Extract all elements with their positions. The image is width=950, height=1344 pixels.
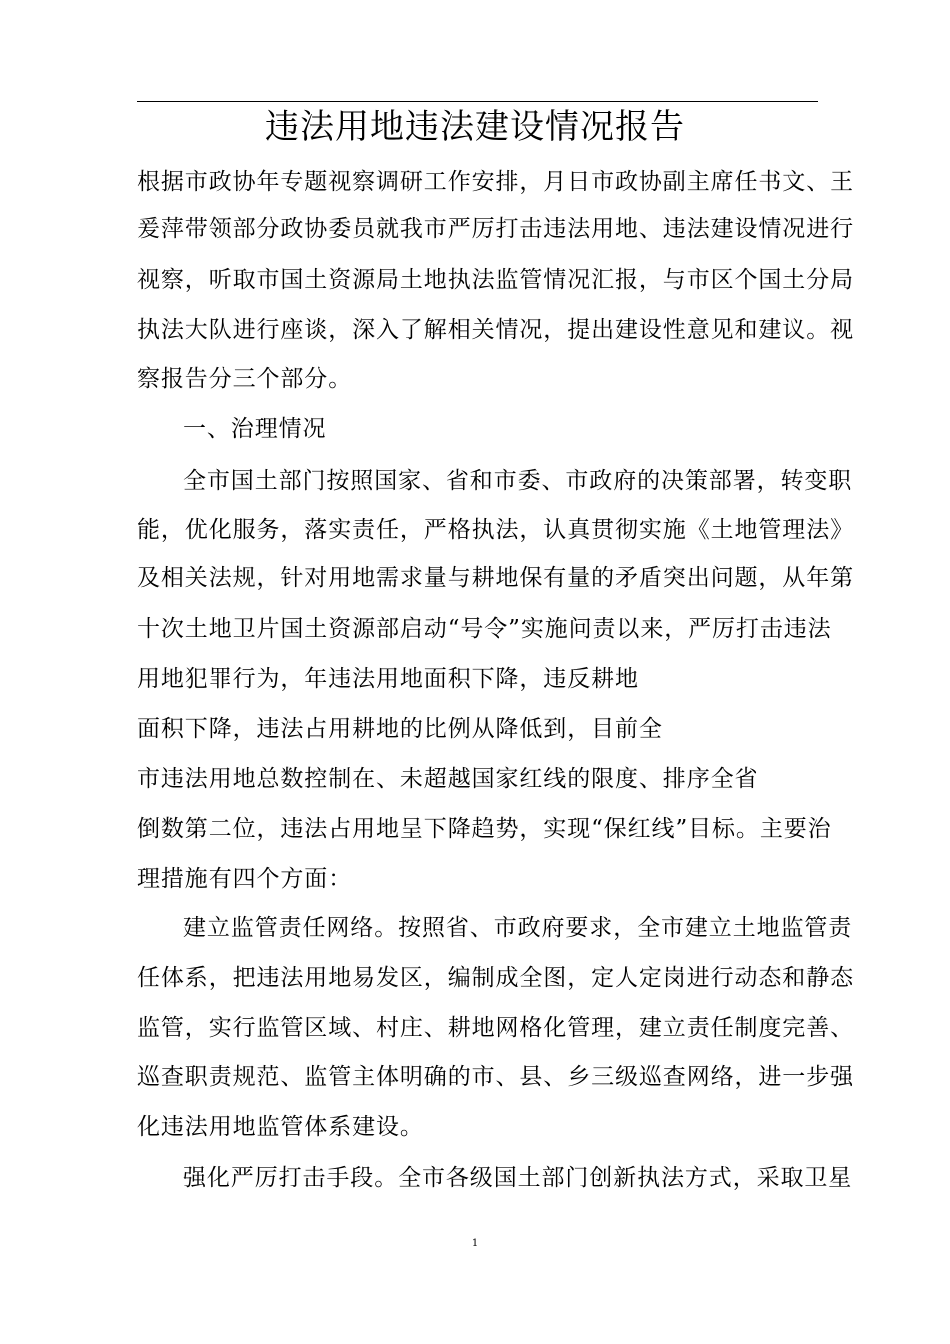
body-line: 强化严厉打击手段。全市各级国土部门创新执法方式，采取卫星 <box>183 1165 853 1191</box>
body-line: 执法大队进行座谈，深入了解相关情况，提出建设性意见和建议。视 <box>137 317 854 343</box>
body-line: 建立监管责任网络。按照省、市政府要求，全市建立土地监管责 <box>183 915 853 941</box>
body-line: 视察，听取市国土资源局土地执法监管情况汇报，与市区个国土分局 <box>137 267 854 293</box>
body-line: 面积下降，违法占用耕地的比例从降低到，目前全 <box>137 716 663 742</box>
body-line: 能，优化服务，落实责任，严格执法，认真贯彻实施《土地管理法》 <box>137 517 854 543</box>
page-number: 1 <box>471 1238 479 1249</box>
body-line: 根据市政协年专题视察调研工作安排，月日市政协副主席任书文、王 <box>137 169 854 195</box>
document-title: 违法用地违法建设情况报告 <box>265 107 685 147</box>
body-line: 用地犯罪行为，年违法用地面积下降，违反耕地 <box>137 666 639 692</box>
body-line: 全市国土部门按照国家、省和市委、市政府的决策部署，转变职 <box>183 468 853 494</box>
body-line: 监管，实行监管区域、村庄、耕地网格化管理，建立责任制度完善、 <box>137 1015 854 1041</box>
body-line: 市违法用地总数控制在、未超越国家红线的限度、排序全省 <box>137 766 759 792</box>
body-line: 爰萍带领部分政协委员就我市严厉打击违法用地、违法建设情况进行 <box>137 216 854 242</box>
section-heading: 一、治理情况 <box>183 416 327 442</box>
header-rule <box>137 101 818 102</box>
body-line: 十次土地卫片国土资源部启动“号令”实施问责以来，严厉打击违法 <box>137 616 832 642</box>
body-line: 倒数第二位，违法占用地呈下降趋势，实现“保红线”目标。主要治 <box>137 816 832 842</box>
body-line: 化违法用地监管体系建设。 <box>137 1114 424 1140</box>
body-line: 巡查职责规范、监管主体明确的市、县、乡三级巡查网络，进一步强 <box>137 1064 854 1090</box>
body-line: 察报告分三个部分。 <box>137 366 353 392</box>
body-line: 任体系，把违法用地易发区，编制成全图，定人定岗进行动态和静态 <box>137 965 854 991</box>
body-line: 理措施有四个方面： <box>137 866 353 892</box>
body-line: 及相关法规，针对用地需求量与耕地保有量的矛盾突出问题，从年第 <box>137 565 854 591</box>
